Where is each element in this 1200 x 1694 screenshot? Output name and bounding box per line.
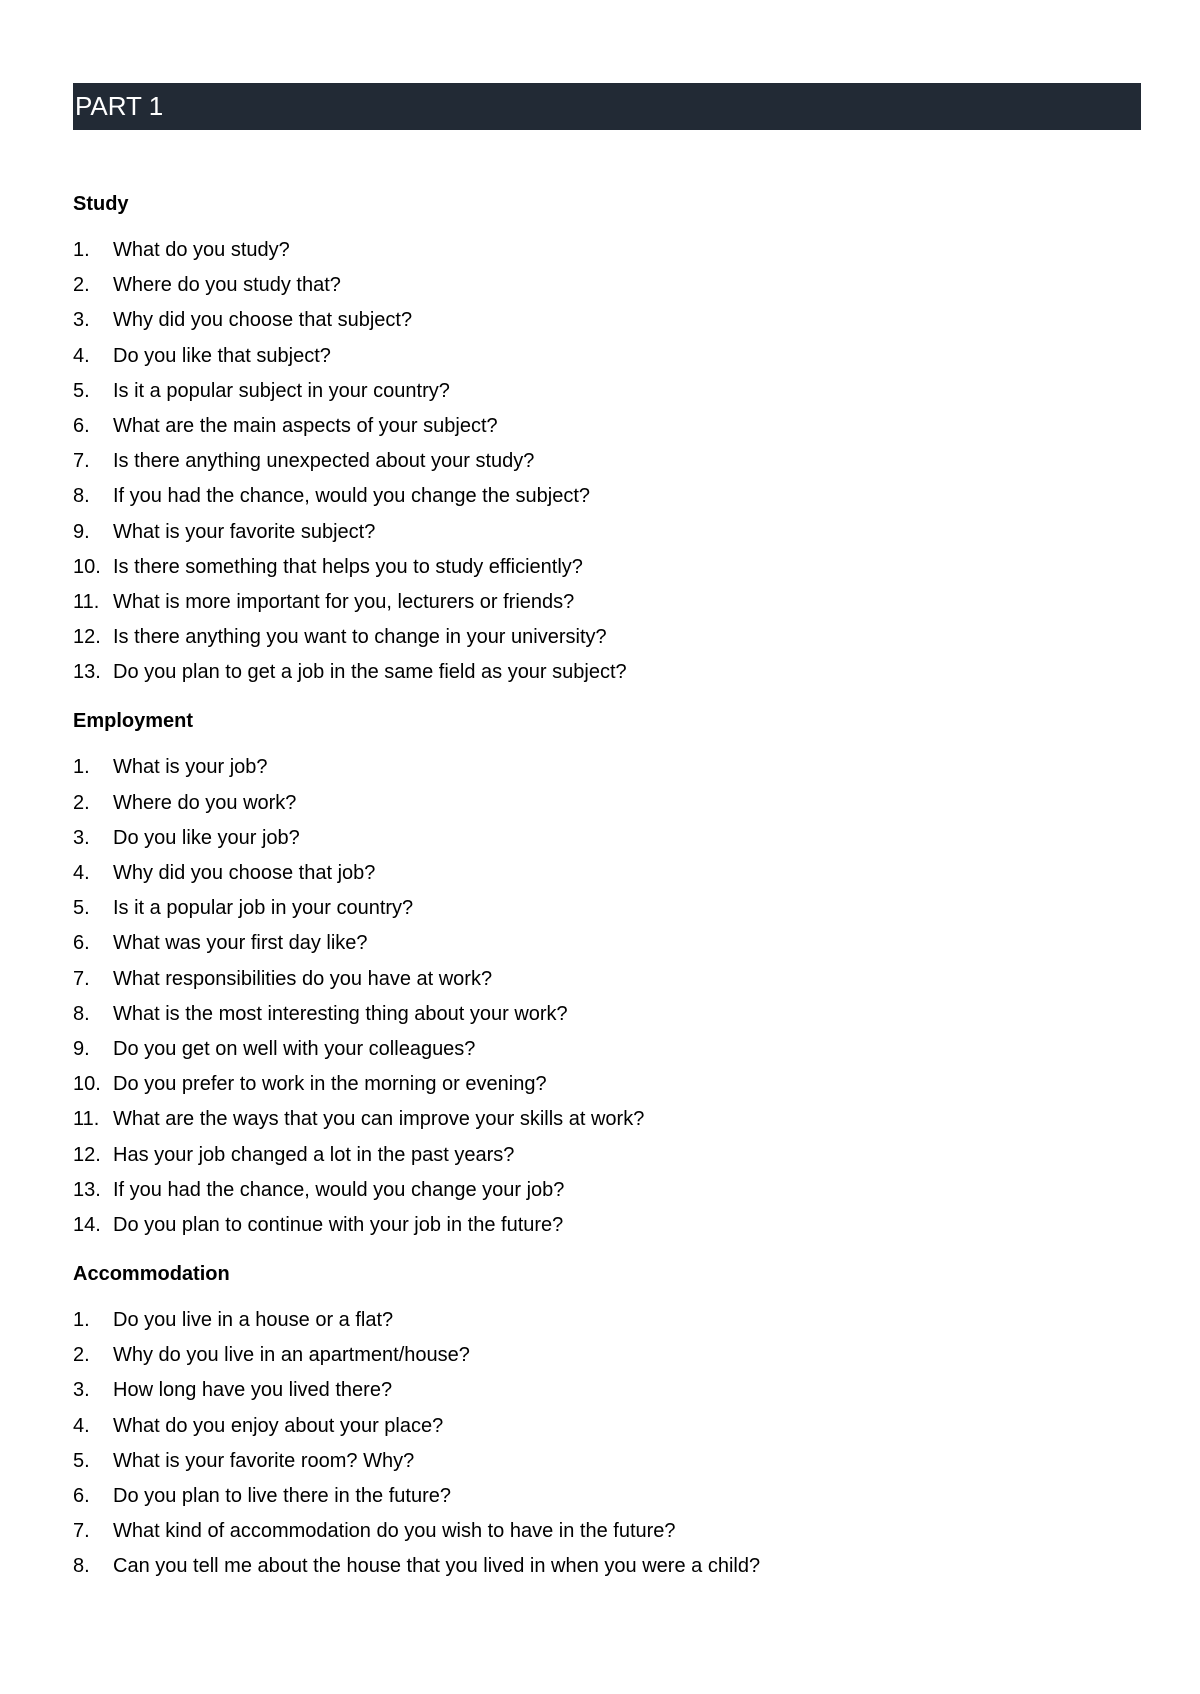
question-item	[73, 1303, 1133, 1338]
question-item	[73, 620, 1133, 655]
question-item	[73, 374, 1133, 409]
question-number: 1.	[73, 1309, 90, 1332]
question-number: 8.	[73, 1555, 90, 1578]
question-item	[73, 962, 1133, 997]
question-item	[73, 750, 1133, 785]
question-text: Why do you live in an apartment/house?	[113, 1344, 470, 1367]
question-number: 13.	[73, 1178, 101, 1201]
question-number: 8.	[73, 485, 90, 508]
question-number: 12.	[73, 626, 101, 649]
question-text: Where do you work?	[113, 791, 297, 814]
question-item	[73, 786, 1133, 821]
question-number: 14.	[73, 1213, 101, 1236]
question-text: What are the main aspects of your subject?	[113, 414, 498, 437]
question-number: 10.	[73, 555, 101, 578]
part-title-banner: PART 1	[73, 83, 1141, 130]
question-item	[73, 550, 1133, 585]
question-text: What is the most interesting thing about your work?	[113, 1002, 568, 1025]
question-text: Is it a popular job in your country?	[113, 897, 414, 920]
question-text: What responsibilities do you have at work?	[113, 967, 493, 990]
question-item	[73, 655, 1133, 690]
question-text: Do you plan to get a job in the same field as your subject?	[113, 661, 627, 684]
question-item	[73, 856, 1133, 891]
question-text: Has your job changed a lot in the past years?	[113, 1143, 515, 1166]
question-number: 11.	[73, 1108, 100, 1131]
question-text: If you had the chance, would you change your job?	[113, 1178, 565, 1201]
question-text: Can you tell me about the house that you lived in when you were a child?	[113, 1555, 761, 1578]
question-number: 5.	[73, 379, 90, 402]
question-number: 11.	[73, 590, 100, 613]
question-text: What is more important for you, lecturers or friends?	[113, 590, 575, 613]
question-number: 10.	[73, 1073, 101, 1096]
question-number: 5.	[73, 1449, 90, 1472]
question-text: What do you enjoy about your place?	[113, 1414, 444, 1437]
question-item	[73, 1138, 1133, 1173]
question-text: What is your job?	[113, 756, 268, 779]
question-number: 9.	[73, 1037, 90, 1060]
question-number: 4.	[73, 344, 90, 367]
question-item	[73, 1032, 1133, 1067]
question-item	[73, 1444, 1133, 1479]
question-item	[73, 409, 1133, 444]
question-text: Do you plan to live there in the future?	[113, 1485, 451, 1507]
question-text: If you had the chance, would you change the subject?	[113, 485, 591, 508]
question-number: 6.	[73, 1485, 90, 1507]
question-number: 6.	[73, 414, 90, 437]
question-text: Do you plan to continue with your job in the future?	[113, 1213, 564, 1236]
question-text: Where do you study that?	[113, 274, 341, 297]
question-text: What was your first day like?	[113, 932, 368, 955]
question-text: Do you live in a house or a flat?	[113, 1309, 394, 1332]
question-item	[73, 891, 1133, 926]
question-text: Why did you choose that subject?	[113, 309, 413, 332]
question-item	[73, 1409, 1133, 1444]
question-item	[73, 1067, 1133, 1102]
question-item	[73, 997, 1133, 1032]
question-text: Do you like your job?	[113, 826, 300, 849]
question-number: 9.	[73, 520, 90, 543]
question-item	[73, 444, 1133, 479]
question-item	[73, 1479, 1133, 1514]
question-item	[73, 1102, 1133, 1137]
question-item	[73, 339, 1133, 374]
question-text: How long have you lived there?	[113, 1379, 393, 1402]
question-text: What kind of accommodation do you wish to have in the future?	[113, 1520, 676, 1543]
question-text: Do you like that subject?	[113, 344, 331, 367]
question-item	[73, 1338, 1133, 1373]
question-item	[73, 1373, 1133, 1408]
question-number: 13.	[73, 661, 101, 684]
question-number: 3.	[73, 1379, 90, 1402]
question-text: Is there anything unexpected about your study?	[113, 450, 535, 473]
question-item	[73, 479, 1133, 514]
question-text: What is your favorite room? Why?	[113, 1449, 415, 1472]
question-number: 5.	[73, 897, 90, 920]
question-number: 1.	[73, 239, 90, 261]
question-item	[73, 233, 1133, 268]
question-number: 3.	[73, 826, 90, 849]
question-number: 6.	[73, 932, 90, 955]
question-number: 4.	[73, 862, 90, 884]
section-heading-accommodation: Accommodation	[73, 1263, 230, 1286]
question-item	[73, 1514, 1133, 1549]
section-heading-study: Study	[73, 193, 129, 215]
question-item	[73, 1549, 1133, 1584]
question-text: Why did you choose that job?	[113, 862, 376, 884]
question-item	[73, 821, 1133, 856]
question-sections	[73, 187, 1133, 1599]
question-list	[73, 750, 1133, 1243]
question-number: 2.	[73, 1344, 90, 1367]
question-list	[73, 1303, 1133, 1585]
question-item	[73, 303, 1133, 338]
question-number: 2.	[73, 791, 90, 814]
question-text: Is there something that helps you to study efficiently?	[113, 555, 583, 578]
section-heading-employment: Employment	[73, 710, 194, 733]
question-text: What are the ways that you can improve your skills at work?	[113, 1108, 645, 1131]
question-number: 4.	[73, 1414, 90, 1437]
question-number: 1.	[73, 756, 90, 779]
question-list	[73, 233, 1133, 690]
question-text: Do you prefer to work in the morning or evening?	[113, 1073, 547, 1096]
question-number: 2.	[73, 274, 90, 297]
question-number: 8.	[73, 1002, 90, 1025]
question-number: 12.	[73, 1143, 101, 1166]
question-text: Is there anything you want to change in your university?	[113, 626, 607, 649]
question-text: What is your favorite subject?	[113, 520, 376, 543]
question-item	[73, 268, 1133, 303]
question-number: 3.	[73, 309, 90, 332]
question-item	[73, 1173, 1133, 1208]
question-number: 7.	[73, 450, 90, 473]
question-text: Do you get on well with your colleagues?	[113, 1037, 476, 1060]
question-text: Is it a popular subject in your country?	[113, 379, 450, 402]
question-number: 7.	[73, 967, 90, 990]
question-item	[73, 515, 1133, 550]
question-item	[73, 926, 1133, 961]
question-text: What do you study?	[113, 239, 290, 261]
question-number: 7.	[73, 1520, 90, 1543]
question-item	[73, 1208, 1133, 1243]
question-item	[73, 585, 1133, 620]
